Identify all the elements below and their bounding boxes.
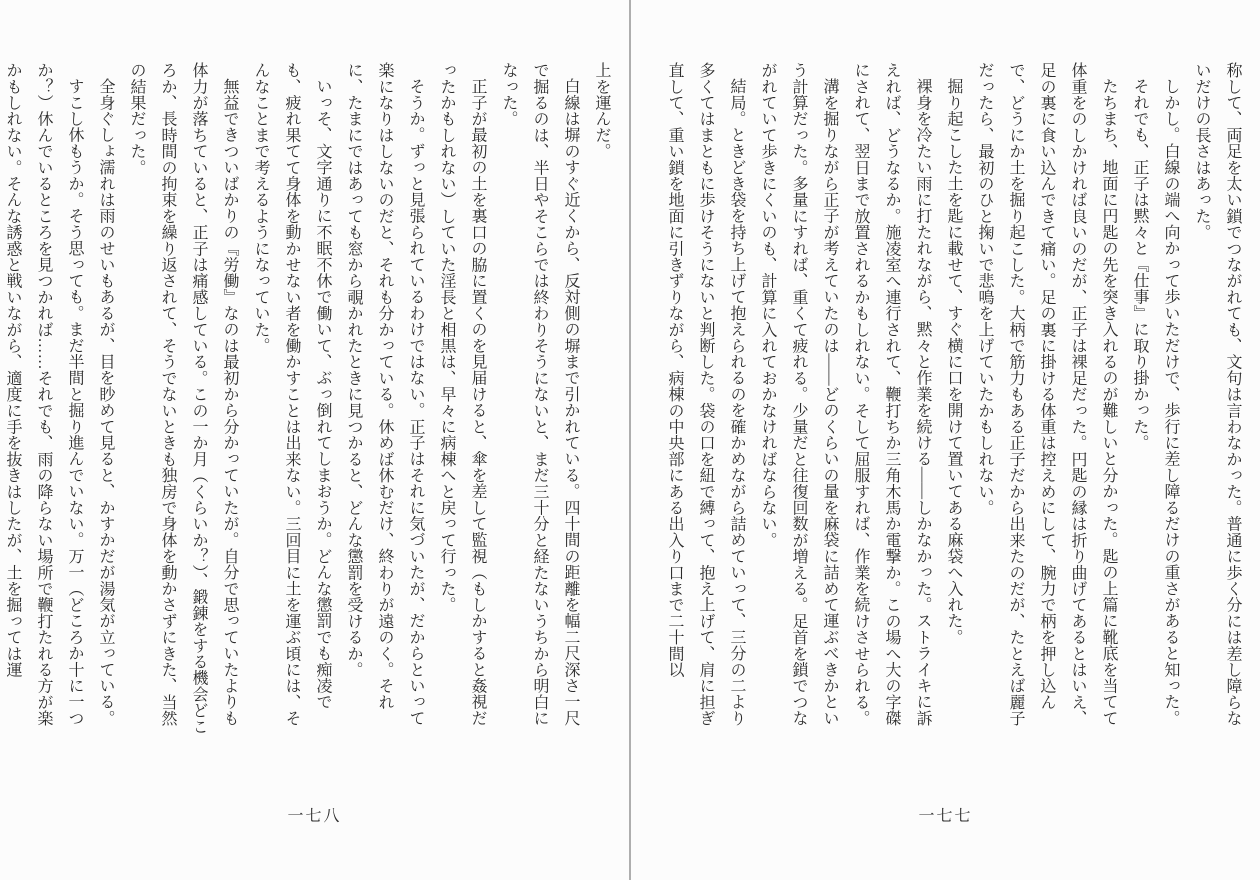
paragraph: 掘り起こした土を匙に載せて、すぐ横に口を開けて置いてある麻袋へ入れた。 <box>945 78 962 645</box>
paragraph: いっそ、文字通りに不眠不休で働いて、ぶっ倒れてしまおうか。どんな懲罰でも痴凌でも、疲れ果てて身体を動かせない者を働かすことは出来ない。三回目に土を運ぶ頃には、そんなことまで考えるようになっていた。 <box>252 62 331 727</box>
paragraph: 無益できついばかりの『労働』なのは最初から分かっていたが。自分で思っていたよりも体力が落ちていると、正子は痛感している。この一か月（くらいか？）、鍛錬をする機会どころか、長時間の拘束を繰り返されて、そうでないときも独房で身体を動かさずにきた、当然の結果だった。 <box>128 62 238 735</box>
paragraph: 白線は塀のすぐ近くから、反対側の塀まで引かれている。四十間の距離を幅二尺深さ一尺で掘るのは、半日やそこらでは終わりそうにないと、まだ三十分と経たないうちから明白になった。 <box>500 62 579 727</box>
paragraph: 上を運んだ。 <box>593 62 610 160</box>
paragraph: そうか。ずっと見張られているわけではない。正子はそれに気づいたが、だからといって楽になりはしないのだと、それも分かっている。休めば休むだけ、終わりが遠のく。それに、たまにではあっても窓から覗かれたときに見つかると、どんな懲罰を受けるか。 <box>345 62 424 726</box>
paragraph: それでも、正子は黙々と『仕事』に取り掛かった。 <box>1131 78 1148 451</box>
page-178 <box>0 0 629 880</box>
paragraph: 称して、両足を太い鎖でつながれても、文句は言わなかった。普通に歩く分には差し障らないだけの長さはあった。 <box>1193 62 1241 727</box>
page-178-text-block <box>0 62 617 738</box>
page-number-178: 一七八 <box>287 808 342 825</box>
paragraph: 正子が最初の土を裏口の脇に置くのを見届けると、傘を差して監視（もしかすると姦視だったかもしれない）していた淫長と相黒は、早々に病棟へと戻って行った。 <box>438 62 486 726</box>
paragraph: 結局。ときどき袋を持ち上げて抱えられるのを確かめながら詰めていって、三分の二より多くてはまともに歩けそうにないと判断した。袋の口を紐で縛って、抱え上げて、肩に担ぎ直して、重い鎖を地面に引きずりながら、病棟の中央部にある出入り口まで二十間以 <box>666 62 745 727</box>
paragraph: 溝を掘りながら正子が考えていたのは——どのくらいの量を麻袋に詰めて運ぶべきかという計算だった。多量にすれば、重くて疲れる。少量だと往復回数が増える。足首を鎖でつながれていて歩きにくいのも、計算に入れておかなければならない。 <box>759 62 838 727</box>
page-177-text-block <box>659 62 1248 738</box>
paragraph: 全身ぐしょ濡れは雨のせいもあるが、目を眇めて見ると、かすかだが湯気が立っている。 <box>97 78 114 726</box>
paragraph: 裸身を冷たい雨に打たれながら、黙々と作業を続ける——しかなかった。ストライキに訴えれば、どうなるか。施凌室へ連行されて、鞭打ちか三角木馬か電撃か。この場へ大の字磔にされて、翌日まで放置されるかもしれない。そして屈服すれば、作業を続けさせられる。 <box>852 62 931 727</box>
paragraph: たちまち、地面に円匙の先を突き入れるのが難しいと分かった。匙の上篇に靴底を当てて体重をのしかければ良いのだが、正子は裸足だった。円匙の縁は折り曲げてあるとはいえ、足の裏に食い込んできて痛い。足の裏に掛ける体重は控えめにして、腕力で柄を押し込んで、どうにか土を掘り起こした。大柄で筋力もある正子だから出来たのだが、たとえば麗子だったら、最初のひと掬いで悲鳴を上げていたかもしれない。 <box>976 62 1117 727</box>
page-177 <box>631 0 1260 880</box>
paragraph: しかし。白線の端へ向かって歩いただけで、歩行に差し障るだけの重さがあると知った。 <box>1162 78 1179 726</box>
paragraph: すこし休もうか。そう思っても。まだ半間と掘り進んでいない。万一（どころか十に一つか？）休んでいるところを見つかれば……それでも、雨の降らない場所で鞭打たれる方が楽かもしれない。そんな誘惑と戦いながら、適度に手を抜きはしたが、土を掘っては運 <box>4 62 83 727</box>
page-number-177: 一七七 <box>918 808 973 825</box>
